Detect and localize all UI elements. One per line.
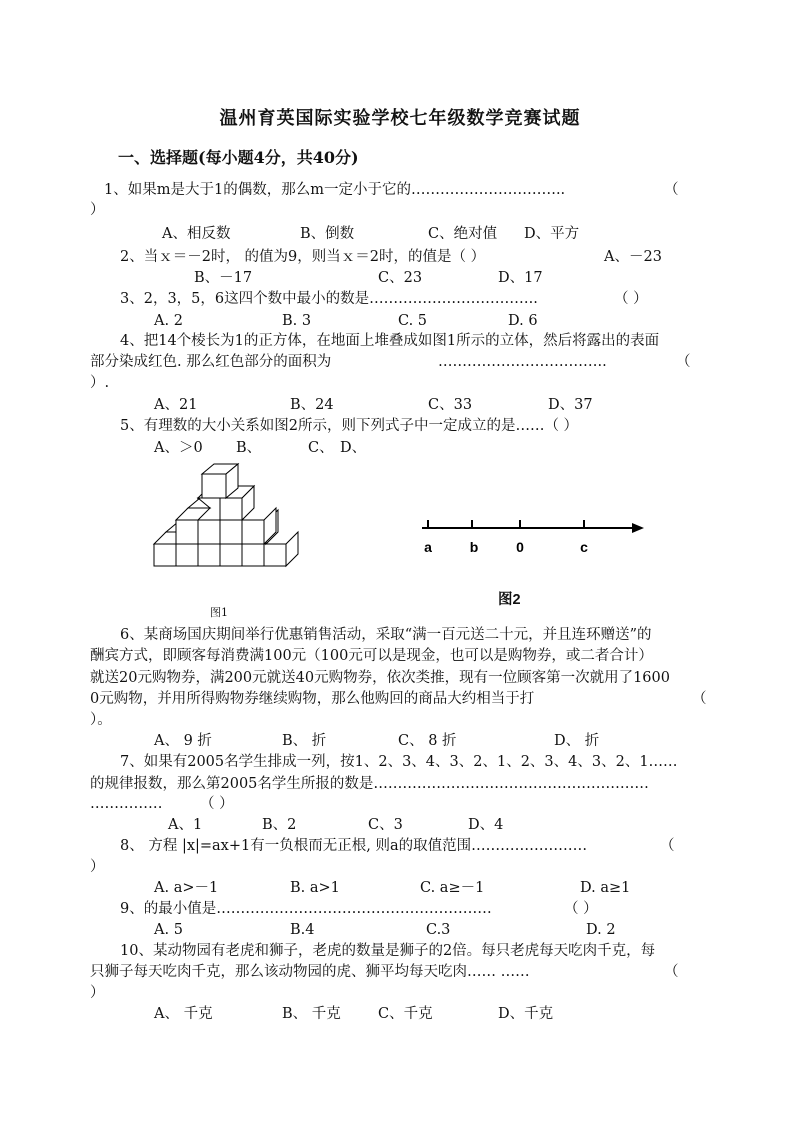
q5-option-c: C、 bbox=[308, 440, 334, 456]
label-0: 0 bbox=[516, 539, 524, 555]
q6-paren-open: （ bbox=[692, 691, 707, 707]
q7-line3: …………… bbox=[90, 796, 163, 812]
label-a: a bbox=[424, 539, 432, 555]
q7-line1: 7、如果有2005名学生排成一列，按1、2、3、4、3、2、1、2、3、4、3、2、1…… bbox=[120, 754, 678, 770]
q6-paren-close: ）。 bbox=[90, 712, 112, 728]
q8-option-d: D. a≥1 bbox=[580, 880, 631, 896]
q1-option-c: C、绝对值 bbox=[428, 226, 498, 242]
q3-option-b: B. 3 bbox=[282, 313, 312, 329]
q6-line1: 6、某商场国庆期间举行优惠销售活动，采取“满一百元送二十元，并且连环赠送”的 bbox=[120, 627, 652, 643]
q5-option-b: B、 bbox=[236, 440, 262, 456]
q1-option-a: A、相反数 bbox=[162, 226, 231, 242]
q10-paren-open: （ bbox=[664, 964, 679, 980]
q2-option-a: A、－23 bbox=[604, 249, 662, 265]
q4-paren-close: ）. bbox=[90, 375, 110, 391]
q10-line1: 10、某动物园有老虎和狮子，老虎的数量是狮子的2倍。每只老虎每天吃肉千克，每 bbox=[120, 943, 656, 959]
q1-option-b: B、倒数 bbox=[300, 226, 355, 242]
q10-line2: 只狮子每天吃肉千克，那么该动物园的虎、狮平均每天吃肉…… …… bbox=[90, 964, 530, 980]
q8-option-a: A. a>－1 bbox=[154, 880, 219, 896]
q9-paren: （ ） bbox=[564, 901, 598, 917]
q2-text: 2、当ｘ＝－2时， 的值为9，则当ｘ＝2时，的值是（ ） bbox=[120, 249, 486, 265]
q1-paren-close: ） bbox=[90, 202, 105, 218]
q10-option-b: B、 千克 bbox=[282, 1006, 341, 1022]
figure2-caption: 图2 bbox=[498, 592, 521, 608]
q6-line3: 就送20元购物券，满200元就送40元购物券，依次类推，现有一位顾客第一次就用了1600 bbox=[90, 670, 670, 686]
figure2-number-line bbox=[410, 508, 650, 568]
q3-option-a: A. 2 bbox=[154, 313, 183, 329]
q2-option-c: C、23 bbox=[378, 270, 423, 286]
q2-option-d: D、17 bbox=[498, 270, 543, 286]
q4-line2: 部分染成红色. 那么红色部分的面积为 bbox=[90, 354, 332, 370]
q5-text: 5、有理数的大小关系如图2所示，则下列式子中一定成立的是……（ ） bbox=[120, 418, 579, 434]
label-b: b bbox=[469, 539, 479, 555]
q9-option-a: A. 5 bbox=[154, 922, 183, 938]
q4-dots: …………………………….. bbox=[438, 354, 607, 370]
number-line-arrow bbox=[632, 523, 644, 533]
q3-option-d: D. 6 bbox=[508, 313, 538, 329]
q4-option-d: D、37 bbox=[548, 397, 593, 413]
q8-option-c: C. a≥－1 bbox=[420, 880, 485, 896]
figure1-cube-stack bbox=[148, 460, 308, 600]
q3-option-c: C. 5 bbox=[398, 313, 428, 329]
q3-paren: （ ） bbox=[614, 291, 648, 307]
label-c: c bbox=[580, 539, 588, 555]
q9-option-d: D. 2 bbox=[586, 922, 616, 938]
q8-paren-close: ） bbox=[90, 859, 105, 875]
q7-option-a: A、1 bbox=[168, 817, 203, 833]
q3-text: 3、2，3，5，6这四个数中最小的数是…………………………….. bbox=[120, 291, 538, 307]
q7-line2: 的规律报数，那么第2005名学生所报的数是………………………………………………… bbox=[90, 776, 649, 792]
q4-paren-open: （ bbox=[676, 354, 691, 370]
q6-option-b: B、 折 bbox=[282, 733, 327, 749]
section-heading: 一、选择题(每小题4分，共40分) bbox=[118, 148, 359, 167]
q6-option-a: A、 9 折 bbox=[154, 733, 212, 749]
q4-option-b: B、24 bbox=[290, 397, 334, 413]
q4-line1: 4、把14个棱长为1的正方体，在地面上堆叠成如图1所示的立体，然后将露出的表面 bbox=[120, 333, 660, 349]
q8-paren-open: （ bbox=[660, 838, 675, 854]
page-title: 温州育英国际实验学校七年级数学竞赛试题 bbox=[219, 108, 581, 129]
q2-option-b: B、－17 bbox=[194, 270, 253, 286]
q7-option-b: B、2 bbox=[262, 817, 297, 833]
q9-option-b: B.4 bbox=[290, 922, 315, 938]
q6-line4: 0元购物，并用所得购物券继续购物，那么他购回的商品大约相当于打 bbox=[90, 691, 535, 707]
q5-option-a: A、＞0 bbox=[154, 440, 203, 456]
q6-option-c: C、 8 折 bbox=[398, 733, 457, 749]
figure1-caption: 图1 bbox=[210, 606, 228, 619]
q8-option-b: B. a>1 bbox=[290, 880, 340, 896]
q7-option-d: D、4 bbox=[468, 817, 504, 833]
q10-option-c: C、千克 bbox=[378, 1006, 433, 1022]
q10-option-a: A、 千克 bbox=[154, 1006, 213, 1022]
q7-option-c: C、3 bbox=[368, 817, 403, 833]
q9-option-c: C.3 bbox=[426, 922, 451, 938]
q4-option-c: C、33 bbox=[428, 397, 473, 413]
q9-text: 9、的最小值是………………………………………………… bbox=[120, 901, 492, 917]
q1-text: 1、如果m是大于1的偶数，那么m一定小于它的………………………….. bbox=[104, 182, 566, 198]
q1-paren-open: （ bbox=[664, 182, 679, 198]
q8-text: 8、 方程 |x|=ax+1有一负根而无正根, 则a的取值范围…………………… bbox=[120, 838, 588, 854]
q6-option-d: D、 折 bbox=[554, 733, 600, 749]
q7-paren: （ ） bbox=[200, 796, 234, 812]
q10-paren-close: ） bbox=[90, 985, 105, 1001]
q4-option-a: A、21 bbox=[154, 397, 198, 413]
q6-line2: 酬宾方式，即顾客每消费满100元（100元可以是现金，也可以是购物券，或二者合计） bbox=[90, 648, 653, 664]
q10-option-d: D、千克 bbox=[498, 1006, 554, 1022]
q1-option-d: D、平方 bbox=[524, 226, 580, 242]
q5-option-d: D、 bbox=[340, 440, 367, 456]
